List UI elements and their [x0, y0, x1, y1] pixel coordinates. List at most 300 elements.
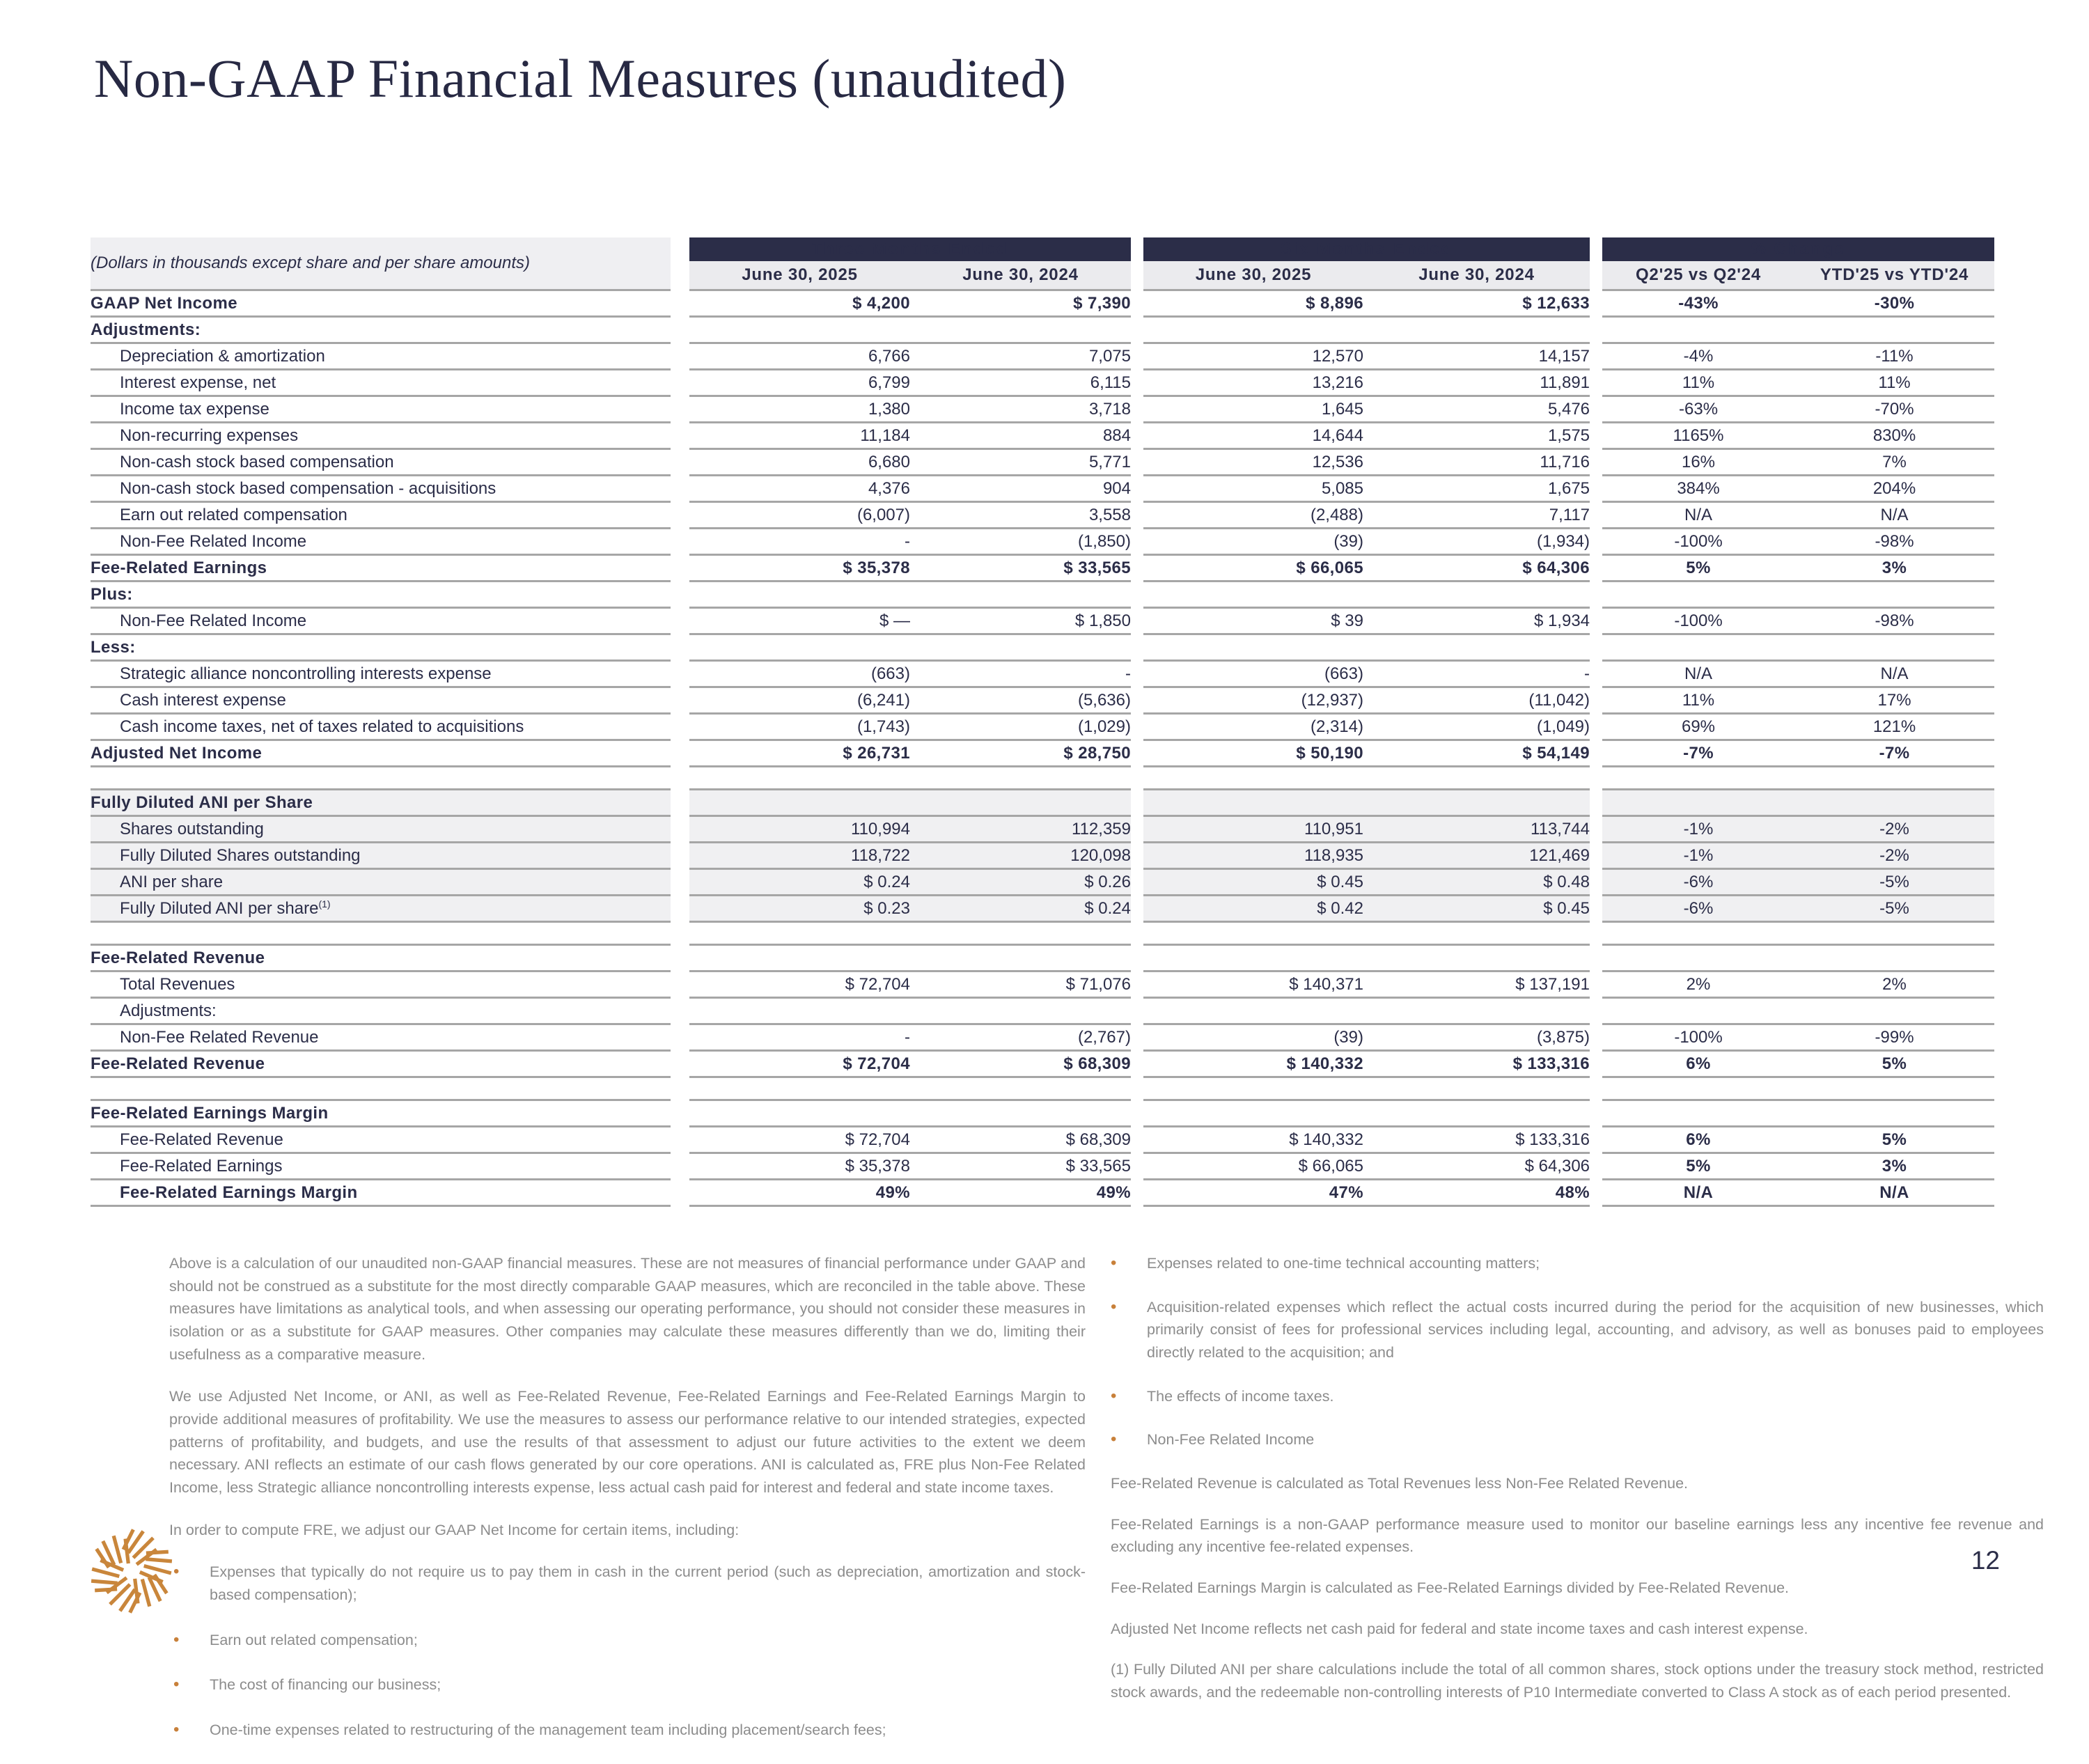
column-gap [671, 502, 689, 529]
cell-value [1363, 790, 1590, 816]
footnote-paragraph: We use Adjusted Net Income, or ANI, as well as Fee-Related Revenue, Fee-Related Earnings and Fee-Related Earnings Margin to provide additional measures of profitability. We use the measures to assess our performance relative to our intended strategies, expected patterns of profitability, and budgets, and use the results of that assessment to adjust our future activities to the extent we deem necessary. ANI reflects an estimate of our cash flows generated by our core operations. ANI is calculated as, FRE plus Non-Fee Related Income, less Strategic alliance noncontrolling interests expense, less actual cash paid for interest and federal and state income taxes. [169, 1388, 1086, 1497]
cell-value: 121,469 [1363, 843, 1590, 869]
row-label: Cash interest expense [91, 687, 671, 714]
cell-value: 118,935 [1143, 843, 1363, 869]
table-row [91, 449, 1994, 476]
cell-value: N/A [1794, 661, 1994, 687]
column-gap [671, 661, 689, 687]
cell-value: 7% [1794, 449, 1994, 476]
column-gap [1590, 370, 1602, 396]
cell-value: 13,216 [1143, 370, 1363, 396]
cell-value: $ 68,309 [910, 1127, 1131, 1153]
table-row [91, 634, 1994, 661]
cell-value: 2% [1602, 971, 1794, 998]
cell-value: -100% [1602, 1024, 1794, 1051]
column-gap [1590, 1024, 1602, 1051]
row-label: Total Revenues [91, 971, 671, 998]
table-row [91, 502, 1994, 529]
col-header-6mo-2024: June 30, 2024 [1363, 261, 1590, 290]
column-gap [671, 1153, 689, 1180]
column-gap [1590, 502, 1602, 529]
row-label: Fully Diluted ANI per share$^{(1)}$ [91, 896, 671, 922]
cell-value: $ 72,704 [689, 1127, 910, 1153]
cell-value: $ 35,378 [689, 555, 910, 582]
column-gap [671, 1127, 689, 1153]
table-row [91, 290, 1994, 317]
cell-value: 14,644 [1143, 423, 1363, 449]
cell-value: 17% [1794, 687, 1994, 714]
section-spacer [91, 767, 1994, 790]
table-row [91, 1100, 1994, 1127]
table-row [91, 608, 1994, 634]
section-spacer [91, 922, 1994, 945]
row-label: Strategic alliance noncontrolling interests expense [91, 661, 671, 687]
cell-value: -2% [1794, 843, 1994, 869]
column-gap [1131, 687, 1143, 714]
row-label: Non-Fee Related Revenue [91, 1024, 671, 1051]
column-gap [1131, 396, 1143, 423]
table-row [91, 343, 1994, 370]
bullet-icon: • [173, 1562, 180, 1582]
cell-value: -5% [1794, 896, 1994, 922]
bullet-item [1111, 1385, 2044, 1408]
cell-value: $ 68,309 [910, 1051, 1131, 1077]
row-label: Adjusted Net Income [91, 740, 671, 767]
cell-value: 5% [1602, 1153, 1794, 1180]
cell-value: 1,575 [1363, 423, 1590, 449]
column-gap [1131, 843, 1143, 869]
bullet-icon: • [1111, 1386, 1117, 1405]
column-gap [1131, 661, 1143, 687]
cell-value: $ 72,704 [689, 1051, 910, 1077]
col-header-3mo-2025: June 30, 2025 [689, 261, 910, 290]
non-gaap-table [91, 237, 1994, 1207]
cell-value [1602, 790, 1794, 816]
cell-value: -98% [1794, 529, 1994, 555]
cell-value: 47% [1143, 1180, 1363, 1206]
column-gap [1590, 608, 1602, 634]
cell-value: $ 133,316 [1363, 1051, 1590, 1077]
footnote-paragraph: Adjusted Net Income reflects net cash paid for federal and state income taxes and cash interest expense. [1111, 1620, 1808, 1637]
cell-value: 384% [1602, 476, 1794, 502]
column-gap [1590, 634, 1602, 661]
table-row [91, 423, 1994, 449]
bullet-item [173, 1673, 1086, 1696]
cell-value: $ 35,378 [689, 1153, 910, 1180]
row-label: GAAP Net Income [91, 290, 671, 317]
cell-value [1794, 582, 1994, 608]
row-label: Fee-Related Earnings Margin [91, 1100, 671, 1127]
footnote-paragraph: Above is a calculation of our unaudited non-GAAP financial measures. These are not measures of financial performance under GAAP and should not be construed as a substitute for the most directly comparable GAAP measures, which are reconciled in the table above. These measures have limitations as analytical tools, and when assessing our operating performance, you should not consider these measures in isolation or as a substitute for GAAP measures. Other companies may calculate these measures differently than we do, limiting their usefulness as a comparative measure. [169, 1255, 1086, 1363]
column-gap [1590, 816, 1602, 843]
col-header-ytd-change: YTD'25 vs YTD'24 [1794, 261, 1994, 290]
cell-value: 2% [1794, 971, 1994, 998]
column-gap [1590, 582, 1602, 608]
cell-value: (663) [689, 661, 910, 687]
bullet-text: One-time expenses related to restructuring of the management team including placement/search fees; [210, 1722, 886, 1739]
column-gap [1131, 476, 1143, 502]
cell-value: $ 0.45 [1363, 896, 1590, 922]
table-spacer-row [91, 1077, 1994, 1100]
cell-value: (1,934) [1363, 529, 1590, 555]
cell-value: $ 26,731 [689, 740, 910, 767]
cell-value: 113,744 [1363, 816, 1590, 843]
row-label: Earn out related compensation [91, 502, 671, 529]
cell-value: - [1363, 661, 1590, 687]
column-gap [671, 317, 689, 343]
column-gap [671, 396, 689, 423]
cell-value: 110,951 [1143, 816, 1363, 843]
table-units-note: (Dollars in thousands except share and per share amounts) [91, 237, 671, 290]
cell-value [1794, 998, 1994, 1024]
cell-value: $ 4,200 [689, 290, 910, 317]
bullet-text: Non-Fee Related Income [1147, 1431, 1315, 1449]
column-gap [671, 740, 689, 767]
cell-value: 6,115 [910, 370, 1131, 396]
cell-value [1363, 582, 1590, 608]
table-row [91, 790, 1994, 816]
cell-value [1602, 582, 1794, 608]
cell-value: 49% [910, 1180, 1131, 1206]
column-gap [1590, 476, 1602, 502]
column-gap [671, 1024, 689, 1051]
cell-value [910, 317, 1131, 343]
row-label: Income tax expense [91, 396, 671, 423]
cell-value [689, 634, 910, 661]
cell-value: $ 140,332 [1143, 1127, 1363, 1153]
cell-value: 1,645 [1143, 396, 1363, 423]
column-gap [1131, 816, 1143, 843]
column-gap [671, 816, 689, 843]
column-gap [671, 476, 689, 502]
row-label: Non-recurring expenses [91, 423, 671, 449]
column-gap [1131, 1127, 1143, 1153]
footnotes [169, 1252, 2044, 1764]
column-gap [671, 449, 689, 476]
cell-value: (1,049) [1363, 714, 1590, 740]
cell-value: $ 33,565 [910, 1153, 1131, 1180]
cell-value: (2,314) [1143, 714, 1363, 740]
table-row [91, 529, 1994, 555]
cell-value: $ 137,191 [1363, 971, 1590, 998]
column-gap [1590, 1100, 1602, 1127]
column-gap [1131, 608, 1143, 634]
cell-value: N/A [1794, 502, 1994, 529]
cell-value [1794, 945, 1994, 971]
column-gap [671, 634, 689, 661]
footnote-paragraph-list [1111, 1472, 2044, 1704]
table-row [91, 1180, 1994, 1206]
row-label: Fully Diluted Shares outstanding [91, 843, 671, 869]
row-label: Depreciation & amortization [91, 343, 671, 370]
cell-value: $ 0.48 [1363, 869, 1590, 896]
cell-value [689, 998, 910, 1024]
column-gap [1131, 1180, 1143, 1206]
column-gap [1131, 1024, 1143, 1051]
cell-value: (5,636) [910, 687, 1131, 714]
cell-value: 11% [1602, 687, 1794, 714]
bullet-icon: • [1111, 1430, 1117, 1449]
cell-value: 12,536 [1143, 449, 1363, 476]
cell-value: 5% [1794, 1051, 1994, 1077]
cell-value: (39) [1143, 529, 1363, 555]
cell-value: -6% [1602, 896, 1794, 922]
cell-value: (663) [1143, 661, 1363, 687]
cell-value: $ 0.24 [689, 869, 910, 896]
cell-value [1602, 998, 1794, 1024]
cell-value: - [689, 1024, 910, 1051]
cell-value: N/A [1602, 1180, 1794, 1206]
column-gap [1131, 343, 1143, 370]
row-label: ANI per share [91, 869, 671, 896]
cell-value: $ — [689, 608, 910, 634]
row-label: Shares outstanding [91, 816, 671, 843]
cell-value [1363, 945, 1590, 971]
cell-value: 5% [1794, 1127, 1994, 1153]
column-gap [671, 896, 689, 922]
cell-value: -7% [1602, 740, 1794, 767]
column-gap [1131, 449, 1143, 476]
cell-value [910, 582, 1131, 608]
cell-value: $ 133,316 [1363, 1127, 1590, 1153]
cell-value: 3,558 [910, 502, 1131, 529]
column-gap [671, 971, 689, 998]
column-gap [1590, 1051, 1602, 1077]
bullet-icon: • [1111, 1254, 1117, 1272]
column-gap [1590, 790, 1602, 816]
cell-value: (1,029) [910, 714, 1131, 740]
column-gap [1131, 529, 1143, 555]
column-gap [1590, 740, 1602, 767]
cell-value [910, 998, 1131, 1024]
bullet-item [173, 1561, 1086, 1606]
cell-value: -1% [1602, 843, 1794, 869]
cell-value: -6% [1602, 869, 1794, 896]
section-spacer [91, 1077, 1994, 1100]
cell-value [689, 317, 910, 343]
column-gap [1131, 1051, 1143, 1077]
cell-value: -7% [1794, 740, 1994, 767]
cell-value: 121% [1794, 714, 1994, 740]
column-gap [671, 790, 689, 816]
cell-value: $ 54,149 [1363, 740, 1590, 767]
cell-value: -100% [1602, 529, 1794, 555]
cell-value: 1165% [1602, 423, 1794, 449]
cell-value: 6% [1602, 1127, 1794, 1153]
column-gap [1131, 714, 1143, 740]
row-label: Non-Fee Related Income [91, 608, 671, 634]
column-gap [671, 687, 689, 714]
column-gap [1590, 555, 1602, 582]
table-row [91, 370, 1994, 396]
cell-value: (39) [1143, 1024, 1363, 1051]
cell-value: $ 50,190 [1143, 740, 1363, 767]
cell-value: 12,570 [1143, 343, 1363, 370]
cell-value: $ 39 [1143, 608, 1363, 634]
cell-value: $ 66,065 [1143, 1153, 1363, 1180]
cell-value: -63% [1602, 396, 1794, 423]
column-gap [1590, 843, 1602, 869]
cell-value: 16% [1602, 449, 1794, 476]
col-header-6mo-2025: June 30, 2025 [1143, 261, 1363, 290]
cell-value: -1% [1602, 816, 1794, 843]
footnotes-right-column [1111, 1252, 2044, 1764]
table-row [91, 687, 1994, 714]
cell-value [1602, 1100, 1794, 1127]
cell-value: 5,771 [910, 449, 1131, 476]
cell-value [689, 1100, 910, 1127]
column-gap [1590, 896, 1602, 922]
cell-value: (1,743) [689, 714, 910, 740]
cell-value: $ 71,076 [910, 971, 1131, 998]
bullet-item [1111, 1252, 2044, 1275]
cell-value [1363, 998, 1590, 1024]
column-gap [1131, 582, 1143, 608]
cell-value: 69% [1602, 714, 1794, 740]
cell-value: (2,488) [1143, 502, 1363, 529]
cell-value [1143, 998, 1363, 1024]
cell-value: -43% [1602, 290, 1794, 317]
cell-value: $ 0.23 [689, 896, 910, 922]
row-label: Non-Fee Related Income [91, 529, 671, 555]
cell-value: 3,718 [910, 396, 1131, 423]
bullet-item [173, 1719, 1086, 1742]
cell-value [1143, 317, 1363, 343]
column-gap [1131, 740, 1143, 767]
cell-value: 11,716 [1363, 449, 1590, 476]
column-gap [671, 582, 689, 608]
cell-value: 1,675 [1363, 476, 1590, 502]
column-gap [1131, 790, 1143, 816]
column-gap [1590, 661, 1602, 687]
cell-value: (3,875) [1363, 1024, 1590, 1051]
cell-value: $ 140,332 [1143, 1051, 1363, 1077]
cell-value: -70% [1794, 396, 1994, 423]
column-gap [671, 1100, 689, 1127]
cell-value: - [910, 661, 1131, 687]
cell-value: -99% [1794, 1024, 1994, 1051]
column-gap [671, 843, 689, 869]
cell-value: 3% [1794, 1153, 1994, 1180]
row-label: Fee-Related Revenue [91, 1127, 671, 1153]
bullet-item [1111, 1428, 2044, 1451]
row-label: Fee-Related Earnings [91, 1153, 671, 1180]
cell-value: 11,891 [1363, 370, 1590, 396]
row-label: Non-cash stock based compensation - acquisitions [91, 476, 671, 502]
row-label: Adjustments: [91, 998, 671, 1024]
column-gap [671, 343, 689, 370]
cell-value: 6,680 [689, 449, 910, 476]
table-row [91, 476, 1994, 502]
page-title: Non-GAAP Financial Measures (unaudited) [94, 48, 1067, 109]
cell-value: N/A [1602, 502, 1794, 529]
footnote-bullet-list [169, 1561, 1086, 1741]
table-row [91, 555, 1994, 582]
footnote-paragraph: (1) Fully Diluted ANI per share calculations include the total of all common shares, stock options under the treasury stock method, restricted stock awards, and the redeemable non-controlling interests of P10 Intermediate converted to Class A stock as of each period presented. [1111, 1661, 2044, 1701]
p10-logo-icon [77, 1528, 187, 1614]
cell-value: N/A [1794, 1180, 1994, 1206]
column-gap [1590, 714, 1602, 740]
table-row [91, 1024, 1994, 1051]
cell-value: 3% [1794, 555, 1994, 582]
cell-value: -100% [1602, 608, 1794, 634]
column-gap [671, 423, 689, 449]
column-gap [1590, 1153, 1602, 1180]
cell-value: 11% [1602, 370, 1794, 396]
table-row [91, 1153, 1994, 1180]
cell-value [1794, 634, 1994, 661]
cell-value: $ 0.26 [910, 869, 1131, 896]
column-gap [1590, 1180, 1602, 1206]
cell-value [1794, 317, 1994, 343]
column-gap [1131, 945, 1143, 971]
column-gap [1131, 869, 1143, 896]
table-row [91, 396, 1994, 423]
table-row [91, 869, 1994, 896]
bullet-item [173, 1629, 1086, 1652]
col-group-pct-change: % Change [1602, 237, 1994, 261]
table-row [91, 661, 1994, 687]
cell-value [1363, 317, 1590, 343]
cell-value: 5% [1602, 555, 1794, 582]
cell-value: -11% [1794, 343, 1994, 370]
bullet-icon: • [173, 1630, 180, 1649]
cell-value: $ 7,390 [910, 290, 1131, 317]
cell-value: 7,117 [1363, 502, 1590, 529]
row-label: Plus: [91, 582, 671, 608]
bullet-icon: • [173, 1720, 180, 1740]
cell-value [1794, 790, 1994, 816]
cell-value: 904 [910, 476, 1131, 502]
column-gap [671, 1051, 689, 1077]
row-label: Fully Diluted ANI per Share [91, 790, 671, 816]
column-gap [1590, 343, 1602, 370]
cell-value: 6,766 [689, 343, 910, 370]
cell-value: 1,380 [689, 396, 910, 423]
table-row [91, 816, 1994, 843]
col-group-three-months: Three Months Ended [689, 237, 1131, 261]
table-spacer-row [91, 922, 1994, 945]
cell-value [1794, 1100, 1994, 1127]
footnotes-left-column [169, 1252, 1086, 1764]
cell-value: -5% [1794, 869, 1994, 896]
cell-value: -4% [1602, 343, 1794, 370]
cell-value: 110,994 [689, 816, 910, 843]
column-gap [1590, 869, 1602, 896]
cell-value: (2,767) [910, 1024, 1131, 1051]
cell-value [1143, 634, 1363, 661]
cell-value: 204% [1794, 476, 1994, 502]
column-gap [1131, 1100, 1143, 1127]
cell-value [1143, 790, 1363, 816]
bullet-text: Expenses that typically do not require us to pay them in cash in the current period (such as depreciation, amortization and stock-based compensation); [210, 1563, 1086, 1604]
row-label: Adjustments: [91, 317, 671, 343]
table-header-row-groups [91, 237, 1994, 261]
column-gap [1590, 396, 1602, 423]
column-gap [1131, 502, 1143, 529]
column-gap [1590, 449, 1602, 476]
cell-value [1602, 945, 1794, 971]
cell-value: $ 64,306 [1363, 555, 1590, 582]
footnote-bullet-list [1111, 1252, 2044, 1451]
cell-value: 120,098 [910, 843, 1131, 869]
cell-value: 112,359 [910, 816, 1131, 843]
cell-value [910, 634, 1131, 661]
cell-value: $ 64,306 [1363, 1153, 1590, 1180]
column-gap [671, 290, 689, 317]
column-gap [671, 945, 689, 971]
cell-value: (1,850) [910, 529, 1131, 555]
